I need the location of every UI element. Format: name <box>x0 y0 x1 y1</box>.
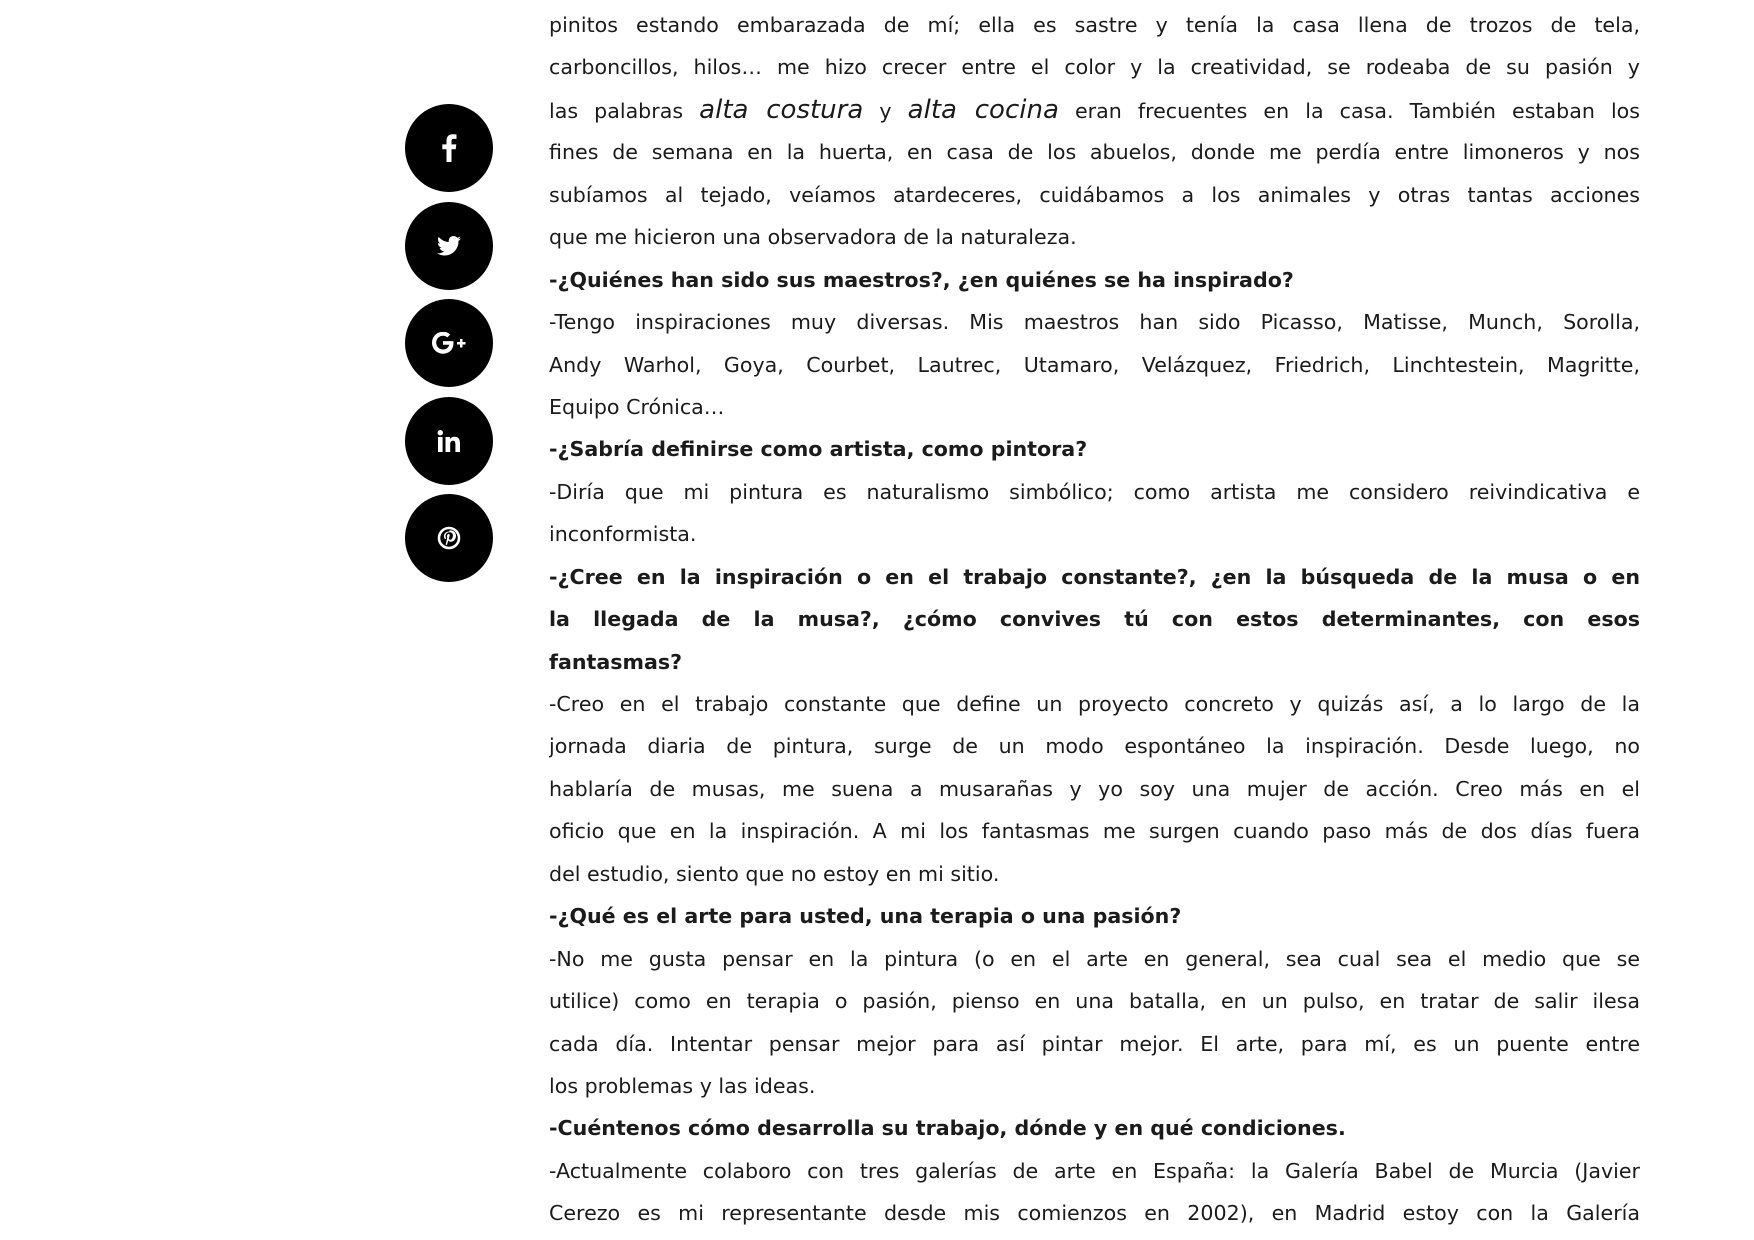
text-fragment: eran frecuentes en la casa. También estaban los <box>1058 98 1640 123</box>
share-twitter-button[interactable] <box>405 202 493 290</box>
text-line: pinitos estando embarazada de mí; ella es sastre y tenía la casa llena de trozos de tela, <box>549 13 1640 37</box>
question-line: fantasmas? <box>549 649 683 674</box>
article-body <box>549 4 1640 1235</box>
interview-question <box>549 895 1640 937</box>
answer-line: hablaría de musas, me suena a musarañas y yo soy una mujer de acción. Creo más en el <box>549 776 1640 801</box>
interview-answer <box>549 683 1640 895</box>
question-line: -¿Qué es el arte para usted, una terapia o una pasión? <box>549 904 1182 929</box>
answer-line: -Tengo inspiraciones muy diversas. Mis maestros han sido Picasso, Matisse, Munch, Sorolla, <box>549 310 1640 335</box>
answer-line: los problemas y las ideas. <box>549 1073 816 1098</box>
interview-question <box>549 259 1640 301</box>
linkedin-icon <box>437 429 461 453</box>
question-line: -¿Quiénes han sido sus maestros?, ¿en quiénes se ha inspirado? <box>549 267 1294 292</box>
answer-line: oficio que en la inspiración. A mi los fantasmas me surgen cuando paso más de dos días fuera <box>549 819 1640 844</box>
answer-line: utilice) como en terapia o pasión, pienso en una batalla, en un pulso, en tratar de salir ilesa <box>549 989 1640 1014</box>
pinterest-icon <box>437 526 461 550</box>
text-line: que me hicieron una observadora de la naturaleza. <box>549 225 1077 250</box>
answer-line: jornada diaria de pintura, surge de un modo espontáneo la inspiración. Desde luego, no <box>549 734 1640 759</box>
answer-line: -Diría que mi pintura es naturalismo simbólico; como artista me considero reivindicativa e <box>549 479 1640 504</box>
question-line: -Cuéntenos cómo desarrolla su trabajo, dónde y en qué condiciones. <box>549 1116 1346 1141</box>
interview-answer <box>549 1150 1640 1235</box>
text-line: fines de semana en la huerta, en casa de los abuelos, donde me perdía entre limoneros y nos <box>549 140 1640 165</box>
share-google-plus-button[interactable] <box>405 299 493 387</box>
answer-line: Equipo Crónica… <box>549 394 725 419</box>
answer-line: -No me gusta pensar en la pintura (o en el arte en general, sea cual sea el medio que se <box>549 946 1640 971</box>
interview-question <box>549 1107 1640 1149</box>
answer-line: -Creo en el trabajo constante que define un proyecto concreto y quizás así, a lo largo de la <box>549 692 1640 716</box>
question-line: -¿Cree en la inspiración o en el trabajo constante?, ¿en la búsqueda de la musa o en <box>549 564 1640 589</box>
question-line: la llegada de la musa?, ¿cómo convives tú con estos determinantes, con esos <box>549 607 1640 632</box>
interview-answer <box>549 301 1640 428</box>
emphasis-alta-costura: alta costura <box>699 94 864 125</box>
answer-line: Cerezo es mi representante desde mis comienzos en 2002), en Madrid estoy con la Galería <box>549 1201 1640 1226</box>
text-line: subíamos al tejado, veíamos atardeceres, cuidábamos a los animales y otras tantas acciones <box>549 182 1640 207</box>
share-pinterest-button[interactable] <box>405 494 493 582</box>
interview-question <box>549 556 1640 683</box>
text-line <box>549 89 1640 131</box>
twitter-icon <box>437 236 461 256</box>
interview-answer <box>549 938 1640 1108</box>
emphasis-alta-cocina: alta cocina <box>907 94 1059 125</box>
text-fragment: las palabras <box>549 98 700 123</box>
share-linkedin-button[interactable] <box>405 397 493 485</box>
intro-paragraph <box>549 4 1640 259</box>
text-line: carboncillos, hilos… me hizo crecer entre el color y la creatividad, se rodeaba de su pasión y <box>549 55 1640 80</box>
answer-line: inconformista. <box>549 522 697 547</box>
answer-line: Andy Warhol, Goya, Courbet, Lautrec, Utamaro, Velázquez, Friedrich, Linchtestein, Magritte, <box>549 352 1640 377</box>
google-plus-icon <box>432 332 466 354</box>
answer-line: -Actualmente colaboro con tres galerías de arte en España: la Galería Babel de Murcia (Javier <box>549 1158 1640 1183</box>
facebook-icon <box>441 134 457 162</box>
answer-line: del estudio, siento que no estoy en mi sitio. <box>549 861 1000 886</box>
question-line: -¿Sabría definirse como artista, como pintora? <box>549 437 1088 462</box>
share-facebook-button[interactable] <box>405 104 493 192</box>
interview-answer <box>549 471 1640 556</box>
interview-question <box>549 428 1640 470</box>
social-share-bar <box>405 104 493 592</box>
text-fragment: y <box>863 98 908 123</box>
answer-line: cada día. Intentar pensar mejor para así pintar mejor. El arte, para mí, es un puente entre <box>549 1031 1640 1056</box>
